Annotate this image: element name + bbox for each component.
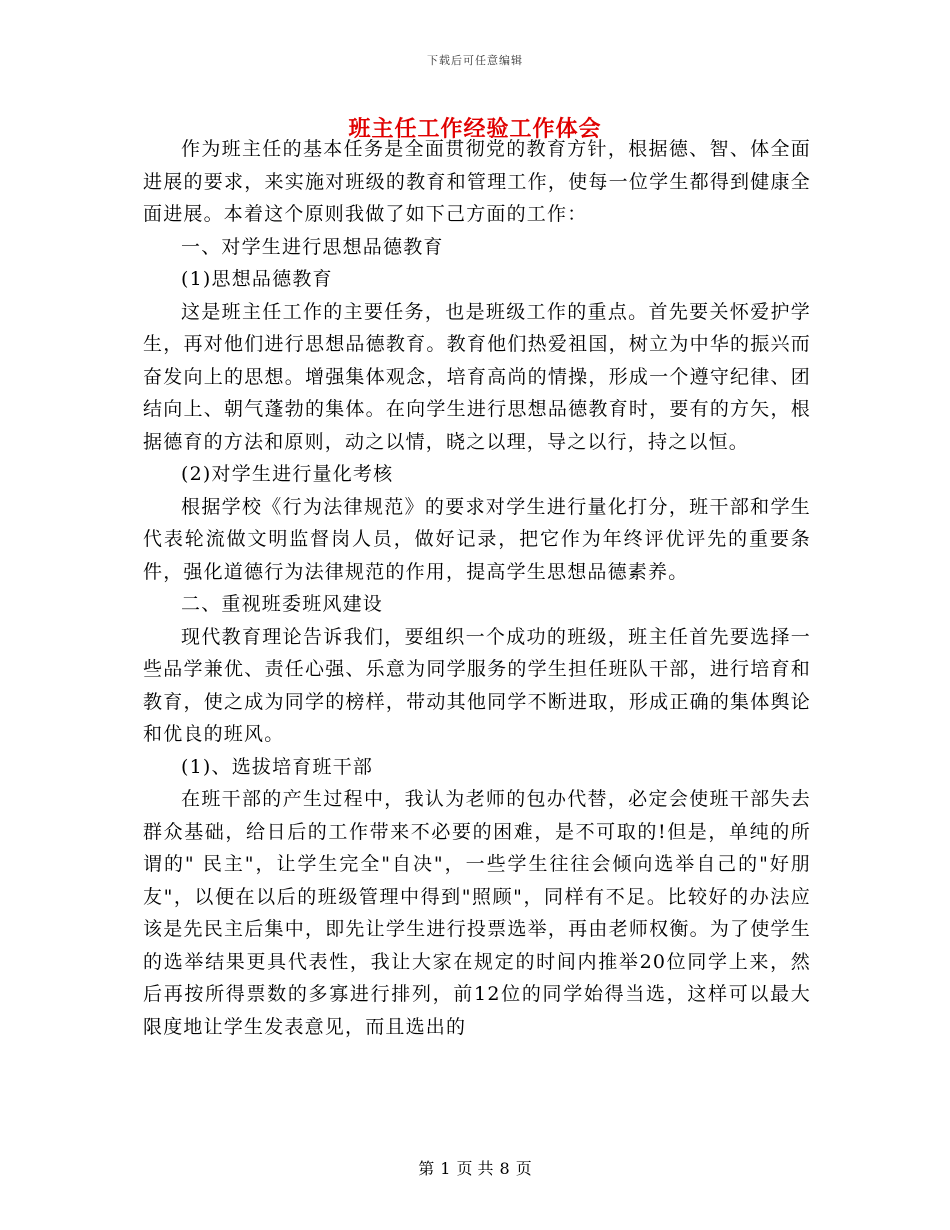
subsection-heading-1-1: (1)思想品德教育	[181, 268, 333, 290]
footer-mid: 页 共	[456, 1159, 494, 1178]
document-body	[143, 133, 811, 1043]
document-title: 班主任工作经验工作体会	[348, 117, 602, 142]
footer-prefix: 第	[418, 1159, 435, 1178]
section-heading-2: 二、重视班委班风建设	[181, 593, 384, 615]
paragraph-class-committee: 现代教育理论告诉我们，要组织一个成功的班级，班主任首先要选择一些品学兼优、责任心强、乐意为同学服务的学生担任班队干部，进行培育和教育，使之成为同学的榜样，带动其他同学不断进取，形成正确的集体舆论和优良的班风。	[143, 625, 811, 745]
subsection-heading-1-2: (2)对学生进行量化考核	[181, 463, 394, 485]
footer-page-number: 1	[440, 1159, 451, 1178]
paragraph-quantitative-assessment: 根据学校《行为法律规范》的要求对学生进行量化打分，班干部和学生代表轮流做文明监督岗人员，做好记录，把它作为年终评优评先的重要条件，强化道德行为法律规范的作用，提高学生思想品德素养。	[143, 495, 811, 583]
subsection-heading-2-1: (1)、选拔培育班干部	[181, 755, 374, 778]
footer-suffix: 页	[515, 1159, 532, 1178]
footer-total-pages: 8	[499, 1159, 510, 1178]
section-heading-1: 一、对学生进行思想品德教育	[181, 235, 444, 258]
paragraph-intro: 作为班主任的基本任务是全面贯彻党的教育方针，根据德、智、体全面进展的要求，来实施对班级的教育和管理工作，使每一位学生都得到健康全面进展。本着这个原则我做了如下己方面的工作：	[143, 138, 811, 225]
page-header-note: 下载后可任意编辑	[427, 54, 523, 67]
paragraph-moral-education: 这是班主任工作的主要任务，也是班级工作的重点。首先要关怀爱护学生，再对他们进行思想品德教育。教育他们热爱祖国，树立为中华的振兴而奋发向上的思想。增强集体观念，培育高尚的情操，形成一个遵守纪律、团结向上、朝气蓬勃的集体。在向学生进行思想品德教育时，要有的方矢，根据德育的方法和原则，动之以情，晓之以理，导之以行，持之以恒。	[143, 300, 811, 453]
paragraph-cadre-selection: 在班干部的产生过程中，我认为老师的包办代替，必定会使班干部失去群众基础，给日后的工作带来不必要的困难，是不可取的!但是，单纯的所谓的" 民主"，让学生完全"自决"，一些学生往往会倾向选举自己的"好朋友"，以便在以后的班级管理中得到"照顾"，同样有不足。比较好的办法应该是先民主后集中，即先让学生进行投票选举，再由老师权衡。为了使学生的选举结果更具代表性，我让大家在规定的时间内推举20位同学上来，然后再按所得票数的多寡进行排列，前12位的同学始得当选，这样可以最大限度地让学生发表意见，而且选出的	[143, 788, 811, 1038]
page-footer	[0, 1156, 950, 1179]
